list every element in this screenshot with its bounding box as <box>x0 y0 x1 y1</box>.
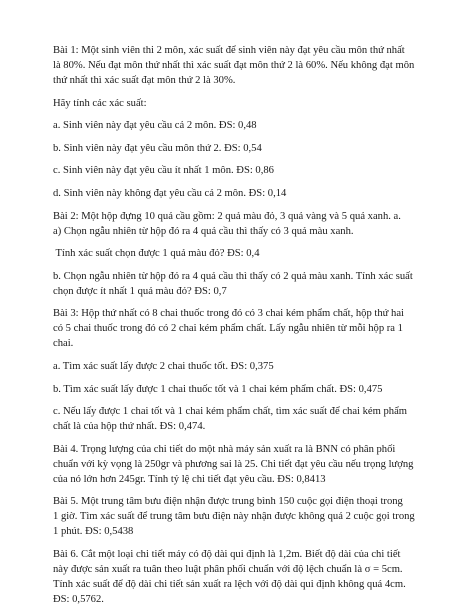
paragraph-bai2-b <box>53 269 445 299</box>
text-line: là 80%. Nếu đạt môn thứ nhất thì xác suất đạt môn thứ 2 là 60%. Nếu không đạt môn <box>53 60 415 71</box>
text-line: thứ nhất thì xác suất đạt môn thứ 2 là 30%. <box>53 75 236 86</box>
text-line: có 5 chai thuốc trong đó có 2 chai kém phẩm chất. Lấy ngẫu nhiên từ mỗi hộp ra 1 <box>53 323 403 335</box>
paragraph-bai1-intro <box>53 43 445 88</box>
text-line: Bài 2: Một hộp đựng 10 quả cầu gồm: 2 quả màu đỏ, 3 quả vàng và 5 quả xanh. a. <box>53 210 401 222</box>
text-line: b. Chọn ngẫu nhiên từ hộp đó ra 4 quả cầu thì thấy có 2 quả màu xanh. Tính xác suất <box>53 270 413 282</box>
text-line: Tính xác suất chọn được 1 quả màu đỏ? ĐS: 0,4 <box>53 248 260 260</box>
text-line: Tính xác suất để độ dài chi tiết sản xuất ra lệch với độ dài qui định không quá 4cm. <box>53 578 406 590</box>
text-line: ĐS: 0,5762. <box>53 593 104 605</box>
text-line: của nó lớn hơn 245gr. Tính tỷ lệ chi tiết đạt yêu cầu. ĐS: 0,8413 <box>53 473 326 485</box>
text-line: Hãy tính các xác suất: <box>53 97 147 109</box>
text-line: này được sản xuất ra tuân theo luật phân phối chuẩn với độ lệch chuẩn là σ = 5cm. <box>53 563 403 575</box>
text-line: Bài 4. Trọng lượng của chi tiết do một nhà máy sản xuất ra là BNN có phân phối <box>53 443 396 455</box>
text-line: chọn được ít nhất 1 quả màu đỏ? ĐS: 0,7 <box>53 285 227 297</box>
text-line: b. Sinh viên này đạt yêu cầu môn thứ 2. ĐS: 0,54 <box>53 142 262 154</box>
text-line: chai. <box>53 338 74 350</box>
paragraph-bai1-c <box>53 163 445 178</box>
paragraph-bai1-prompt <box>53 96 445 111</box>
paragraph-bai6 <box>53 547 445 607</box>
text-line: Bài 6. Cắt một loại chi tiết máy có độ dài qui định là 1,2m. Biết độ dài của chi tiết <box>53 548 401 560</box>
text-line: 1 phút. ĐS: 0,5438 <box>53 526 134 538</box>
text-line: chuẩn với kỳ vọng là 250gr và phương sai là 25. Chi tiết đạt yêu cầu nếu trọng lượng <box>53 458 414 470</box>
paragraph-bai3-a <box>53 359 445 374</box>
text-line: d. Sinh viên này không đạt yêu cầu cả 2 môn. ĐS: 0,14 <box>53 187 287 199</box>
paragraph-bai2-intro <box>53 209 445 239</box>
paragraph-bai3-intro <box>53 306 445 351</box>
paragraph-bai2-a <box>53 246 445 261</box>
paragraph-bai1-b <box>53 141 445 156</box>
text-line: Bài 3: Hộp thứ nhất có 8 chai thuốc trong đó có 3 chai kém phẩm chất, hộp thứ hai <box>53 308 404 320</box>
text-line: a. Sinh viên này đạt yêu cầu cả 2 môn. ĐS: 0,48 <box>53 120 257 132</box>
text-line: b. Tìm xác suất lấy được 1 chai thuốc tốt và 1 chai kém phẩm chất. ĐS: 0,475 <box>53 383 383 395</box>
paragraph-bai3-c <box>53 404 445 434</box>
text-line: Bài 1: Một sinh viên thi 2 môn, xác suất để sinh viên này đạt yêu cầu môn thứ nhất <box>53 45 405 56</box>
text-line: c. Nếu lấy được 1 chai tốt và 1 chai kém phẩm chất, tìm xác suất để chai kém phẩm <box>53 406 408 418</box>
text-line: chất là của hộp thứ nhất. ĐS: 0,474. <box>53 421 206 433</box>
text-line: a) Chọn ngẫu nhiên từ hộp đó ra 4 quả cầu thì thấy có 3 quả màu xanh. <box>53 225 354 237</box>
paragraph-bai1-d <box>53 186 445 201</box>
text-line: c. Sinh viên này đạt yêu cầu ít nhất 1 môn. ĐS: 0,86 <box>53 165 274 177</box>
text-line: Bài 5. Một trung tâm bưu điện nhận được trung bình 150 cuộc gọi điện thoại trong <box>53 496 403 508</box>
document-page <box>53 43 445 615</box>
paragraph-bai5 <box>53 494 445 539</box>
text-line: 1 giờ. Tìm xác suất để trung tâm bưu điện này nhận được không quá 2 cuộc gọi trong <box>53 511 415 523</box>
text-line: a. Tìm xác suất lấy được 2 chai thuốc tốt. ĐS: 0,375 <box>53 360 274 372</box>
paragraph-bai3-b <box>53 382 445 397</box>
paragraph-bai1-a <box>53 118 445 133</box>
paragraph-bai4 <box>53 442 445 487</box>
